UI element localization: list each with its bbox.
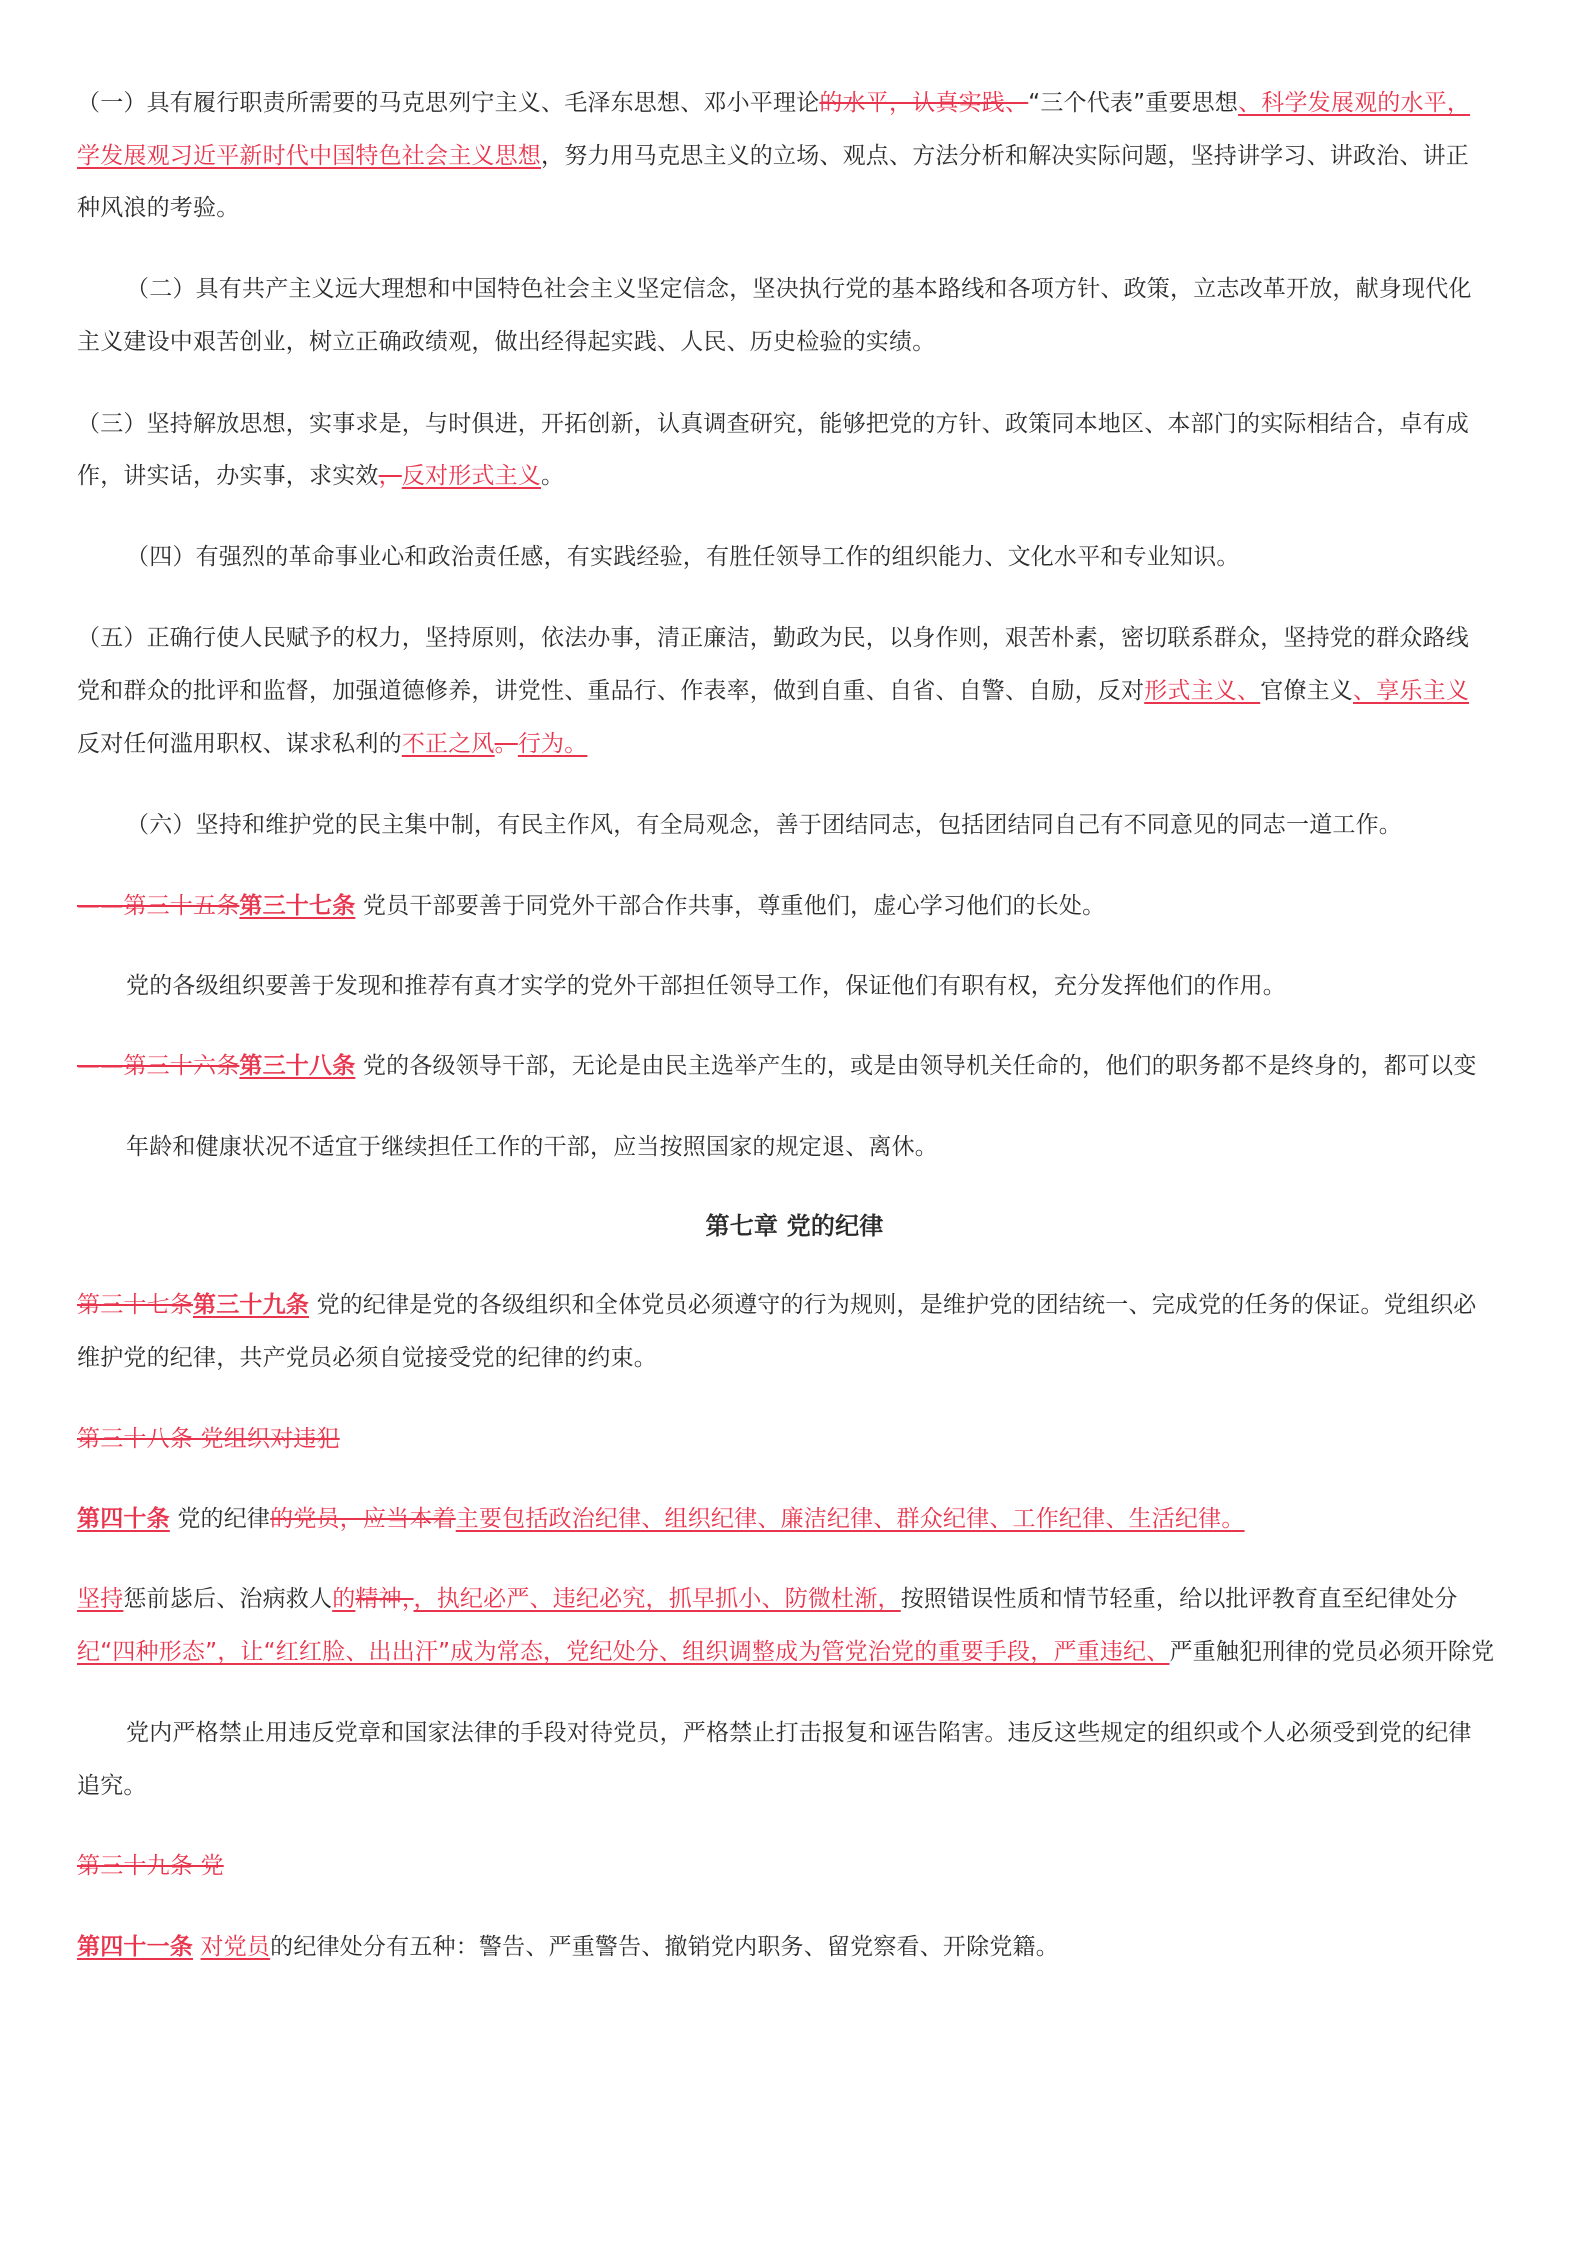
inserted-text: 学发展观习近平新时代中国特色社会主义思想	[77, 143, 541, 169]
inserted-text: ，执纪必严、违纪必究，抓早抓小、防微杜渐，	[413, 1586, 901, 1612]
text-line	[77, 891, 1105, 921]
deleted-text: ——第三十五条	[77, 893, 240, 919]
text-run: 作，讲实话，办实事，求实效	[77, 463, 379, 489]
deleted-text: 第三十八条 党组织对违犯	[77, 1426, 340, 1452]
inserted-text: 、享乐主义	[1353, 678, 1470, 704]
text-run: 种风浪的考验。	[77, 195, 240, 221]
text-run: 惩前毖后、治病救人	[123, 1586, 333, 1612]
text-line	[126, 274, 1472, 304]
text-run: 。	[541, 463, 565, 489]
text-run: 官僚主义	[1260, 678, 1354, 704]
text-run: “三个代表”重要思想	[1028, 90, 1239, 116]
deleted-text: 的党员，应当本着	[270, 1506, 456, 1532]
text-run	[193, 1934, 201, 1960]
text-line	[77, 461, 564, 491]
text-run: （三）坚持解放思想，实事求是，与时俱进，开拓创新，认真调查研究，能够把党的方针、政策同本地区、本部门的实际相结合，卓有成	[77, 411, 1469, 437]
inserted-text: 不正之风	[401, 731, 495, 757]
text-line	[77, 193, 239, 223]
text-line	[77, 1504, 1245, 1534]
inserted-text: 纪“四种形态”，让“红红脸、出出汗”成为常态，党纪处分、组织调整成为管党治党的重要手段，严重违纪、	[77, 1639, 1170, 1665]
inserted-text: 第四十条	[77, 1506, 170, 1532]
text-line	[77, 623, 1469, 653]
text-run: 维护党的纪律，共产党员必须自觉接受党的纪律的约束。	[77, 1345, 657, 1371]
text-run: 的纪律处分有五种：警告、严重警告、撤销党内职务、留党察看、开除党籍。	[270, 1934, 1059, 1960]
text-run: 年龄和健康状况不适宜于继续担任工作的干部，应当按照国家的规定退、离休。	[126, 1134, 938, 1160]
inserted-text: 第三十七条	[239, 893, 356, 919]
text-line	[77, 327, 935, 357]
inserted-text: 的	[332, 1586, 356, 1612]
text-run: 党内严格禁止用违反党章和国家法律的手段对待党员，严格禁止打击报复和诬告陷害。违反这些规定的组织或个人必须受到党的纪律	[126, 1720, 1472, 1746]
text-line	[77, 1343, 657, 1373]
text-line	[77, 1051, 1477, 1081]
inserted-text: 主要包括政治纪律、组织纪律、廉洁纪律、群众纪律、工作纪律、生活纪律。	[455, 1506, 1245, 1532]
text-run: （二）具有共产主义远大理想和中国特色社会主义坚定信念，坚决执行党的基本路线和各项方针、政策，立志改革开放，献身现代化	[126, 276, 1472, 302]
text-line	[77, 141, 1469, 171]
text-run: 党员干部要善于同党外干部合作共事，尊重他们，虚心学习他们的长处。	[355, 893, 1106, 919]
deleted-text: 第三十七条	[77, 1292, 193, 1318]
text-run: （一）具有履行职责所需要的马克思列宁主义、毛泽东思想、邓小平理论	[77, 90, 820, 116]
inserted-text: 、科学发展观的水平，	[1238, 90, 1471, 116]
deleted-text: 的水平，认真实践、	[819, 90, 1029, 116]
text-line	[77, 1851, 224, 1881]
deleted-text: ，	[378, 463, 402, 489]
text-run: （六）坚持和维护党的民主集中制，有民主作风，有全局观念，善于团结同志，包括团结同自己有不同意见的同志一道工作。	[126, 812, 1402, 838]
inserted-text: 第三十九条	[193, 1292, 309, 1318]
text-run: 党和群众的批评和监督，加强道德修养，讲党性、重品行、作表率，做到自重、自省、自警、自励，反对	[77, 678, 1145, 704]
inserted-text: 第三十八条	[239, 1053, 356, 1079]
text-line	[77, 1584, 1458, 1614]
text-line	[126, 1718, 1472, 1748]
deleted-text: 第三十九条 党	[77, 1853, 224, 1879]
text-run: 党的纪律	[169, 1506, 271, 1532]
chapter-heading	[0, 1211, 1589, 1241]
inserted-text: 行为。	[517, 731, 588, 757]
deleted-text: ——第三十六条	[77, 1053, 240, 1079]
text-line	[77, 1932, 1059, 1962]
text-run: 党的各级领导干部，无论是由民主选举产生的，或是由领导机关任命的，他们的职务都不是终身的，都可以变	[355, 1053, 1477, 1079]
text-run: 按照错误性质和情节轻重，给以批评教育直至纪律处分	[900, 1586, 1458, 1612]
text-line	[77, 1637, 1494, 1667]
inserted-text: 对党员	[200, 1934, 271, 1960]
inserted-text: 坚持	[77, 1586, 124, 1612]
text-line	[126, 1132, 938, 1162]
text-run: 严重触犯刑律的党员必须开除党	[1169, 1639, 1495, 1665]
text-run: 第七章 党的纪律	[705, 1212, 884, 1240]
deleted-text: 。	[494, 731, 518, 757]
inserted-text: 形式主义、	[1144, 678, 1261, 704]
text-run: （五）正确行使人民赋予的权力，坚持原则，依法办事，清正廉洁，勤政为民，以身作则，艰苦朴素，密切联系群众，坚持党的群众路线	[77, 625, 1469, 651]
text-line	[77, 88, 1470, 118]
text-line	[77, 1771, 147, 1801]
text-run: 反对任何滥用职权、谋求私利的	[77, 731, 402, 757]
text-line	[77, 1290, 1477, 1320]
text-run: 党的纪律是党的各级组织和全体党员必须遵守的行为规则，是维护党的团结统一、完成党的任务的保证。党组织必	[309, 1292, 1477, 1318]
text-line	[77, 729, 587, 759]
deleted-text: 精神，	[355, 1586, 414, 1612]
text-line	[126, 542, 1240, 572]
text-line	[77, 1424, 340, 1454]
text-run: （四）有强烈的革命事业心和政治责任感，有实践经验，有胜任领导工作的组织能力、文化水平和专业知识。	[126, 544, 1240, 570]
text-line	[126, 971, 1286, 1001]
text-run: ，努力用马克思主义的立场、观点、方法分析和解决实际问题，坚持讲学习、讲政治、讲正	[541, 143, 1469, 169]
inserted-text: 第四十一条	[77, 1934, 193, 1960]
text-line	[77, 409, 1469, 439]
inserted-text: 反对形式主义	[401, 463, 542, 489]
text-line	[126, 810, 1402, 840]
text-run: 主义建设中艰苦创业，树立正确政绩观，做出经得起实践、人民、历史检验的实绩。	[77, 329, 936, 355]
text-run: 党的各级组织要善于发现和推荐有真才实学的党外干部担任领导工作，保证他们有职有权，充分发挥他们的作用。	[126, 973, 1286, 999]
text-run: 追究。	[77, 1773, 147, 1799]
text-line	[77, 676, 1469, 706]
